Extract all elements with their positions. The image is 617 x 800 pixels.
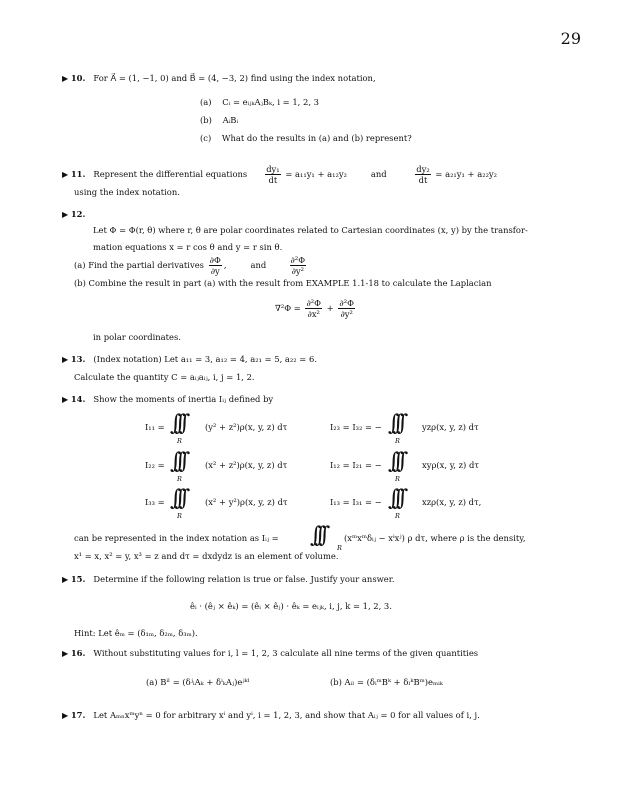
exercise-text: Without substituting values for i, l = 1, 2, 3 calculate all nine terms of the given quantities xyxy=(93,648,479,658)
exercise-12-part-a: (a) Find the partial derivatives $\frac{\partial\Phi}{\partial y}$ , and $\frac{\text{∂²Φ}}{\text{∂y²}}$ xyxy=(74,255,306,276)
exercise-text: Let Aₘₙxᵐyⁿ = 0 for arbitrary xⁱ and yⁱ, i = 1, 2, 3, and show that Aᵢⱼ = 0 for all values of i, j. xyxy=(93,710,480,720)
triple-integral-icon: ∫∫∫ xyxy=(310,523,324,548)
index-notation-line-b: x¹ = x, x² = y, x³ = z and dτ = dxdydz is an element of volume. xyxy=(74,551,339,561)
item-tag: (b) xyxy=(200,115,212,125)
exercise-text: Represent the differential equations xyxy=(93,169,248,179)
exercise-number: 11. xyxy=(70,169,86,179)
exercise-10-item-a xyxy=(200,97,319,108)
equation-rhs: = a₁₁y₁ + a₁₂y₂ xyxy=(285,169,347,179)
region-label: R xyxy=(177,437,182,445)
exercise-number: 16. xyxy=(70,648,86,658)
region-label: R xyxy=(337,544,342,552)
exercise-10-item-c xyxy=(200,133,412,144)
exercise-number: 12. xyxy=(70,209,86,219)
exercise-12-line1: Let Φ = Φ(r, θ) where r, θ are polar coordinates related to Cartesian coordinates (x, y) by the transfor- xyxy=(93,225,528,235)
equation-rhs: = a₂₁y₁ + a₂₂y₂ xyxy=(435,169,498,179)
exercise-number: 14. xyxy=(70,394,86,404)
exercise-15 xyxy=(62,574,394,585)
exercise-15-hint: Hint: Let êₘ = (δ₁ₘ, δ₂ₘ, δ₃ₘ). xyxy=(74,628,198,638)
exercise-13-line2: Calculate the quantity C = aᵢⱼaᵢⱼ, i, j = 1, 2. xyxy=(74,372,255,382)
triangle-bullet-icon: ▶ xyxy=(62,575,69,584)
region-label: R xyxy=(177,512,182,520)
inertia-rhs-12: xyρ(x, y, z) dτ xyxy=(422,460,479,470)
region-label: R xyxy=(177,475,182,483)
inertia-rhs-33: (x² + y²)ρ(x, y, z) dτ xyxy=(205,497,288,507)
inertia-lhs-33: I₃₃ = xyxy=(145,497,165,507)
index-notation-line-a: can be represented in the index notation as Iᵢⱼ = xyxy=(74,533,279,543)
exercise-text: Determine if the following relation is true or false. Justify your answer. xyxy=(93,574,395,584)
conjunction: and xyxy=(370,169,387,179)
fraction-d2phi-dy2: $\frac{\text{∂²Φ}}{\text{∂y²}}$ xyxy=(339,298,354,319)
triple-integral-icon: ∫∫∫ xyxy=(388,486,402,511)
exercise-10 xyxy=(62,73,376,84)
triangle-bullet-icon: ▶ xyxy=(62,210,69,219)
exercise-15-equation: êᵢ · (êⱼ × êₖ) = (êᵢ × êⱼ) · êₖ = eᵢⱼₖ, i, j, k = 1, 2, 3. xyxy=(190,601,392,611)
exercise-12-line2: mation equations x = r cos θ and y = r sin θ. xyxy=(93,242,283,252)
plus-sign: + xyxy=(326,303,334,313)
exercise-12 xyxy=(62,209,85,220)
region-label: R xyxy=(395,512,400,520)
fraction-d2phi-dy2: $\frac{\text{∂²Φ}}{\text{∂y²}}$ xyxy=(290,255,306,276)
item-tag: (c) xyxy=(200,133,212,143)
triple-integral-icon: ∫∫∫ xyxy=(388,449,402,474)
inertia-lhs-11: I₁₁ = xyxy=(145,422,165,432)
item-tag: (a) xyxy=(200,97,212,107)
exercise-11 xyxy=(62,164,497,185)
fraction-dphi-dy: $\frac{\partial\Phi}{\partial y}$ xyxy=(209,255,221,276)
inertia-rhs-23: yzρ(x, y, z) dτ xyxy=(422,422,479,432)
triangle-bullet-icon: ▶ xyxy=(62,649,69,658)
exercise-17 xyxy=(62,710,480,721)
item-text: Cᵢ = eᵢⱼₖAⱼBₖ, i = 1, 2, 3 xyxy=(222,97,319,107)
exercise-14 xyxy=(62,394,273,405)
inertia-rhs-11: (y² + z²)ρ(x, y, z) dτ xyxy=(205,422,288,432)
exercise-number: 13. xyxy=(70,354,86,364)
exercise-number: 10. xyxy=(70,73,86,83)
exercise-text: For A⃗ = (1, −1, 0) and B⃗ = (4, −3, 2) find using the index notation, xyxy=(93,73,376,83)
triangle-bullet-icon: ▶ xyxy=(62,74,69,83)
exercise-16-part-a: (a) Bⁱˡ = (δʲᵢAₖ + δⁱₖAⱼ)eʲᵏˡ xyxy=(146,677,250,687)
triple-integral-icon: ∫∫∫ xyxy=(170,449,184,474)
exercise-number: 17. xyxy=(70,710,86,720)
exercise-10-item-b xyxy=(200,115,238,126)
exercise-text: (Index notation) Let a₁₁ = 3, a₁₂ = 4, a₂₁ = 5, a₂₂ = 6. xyxy=(93,354,317,364)
exercise-11-cont: using the index notation. xyxy=(74,187,180,197)
inertia-rhs-13: xzρ(x, y, z) dτ, xyxy=(422,497,482,507)
inertia-lhs-23: I₂₃ = I₃₂ = − xyxy=(330,422,382,432)
triangle-bullet-icon: ▶ xyxy=(62,395,69,404)
exercise-12-end: in polar coordinates. xyxy=(93,332,181,342)
item-text: AᵢBᵢ xyxy=(222,115,239,125)
part-text: (a) Find the partial derivatives xyxy=(74,260,204,270)
inertia-lhs-13: I₁₃ = I₃₁ = − xyxy=(330,497,382,507)
triangle-bullet-icon: ▶ xyxy=(62,170,69,179)
conjunction: and xyxy=(250,260,267,270)
triple-integral-icon: ∫∫∫ xyxy=(170,486,184,511)
laplacian-equation xyxy=(275,298,357,319)
equation-lhs: ∇²Φ = xyxy=(275,303,301,313)
triangle-bullet-icon: ▶ xyxy=(62,355,69,364)
exercise-13 xyxy=(62,354,317,365)
fraction-d2phi-dx2: $\frac{\text{∂²Φ}}{\text{∂x²}}$ xyxy=(306,298,321,319)
exercise-16 xyxy=(62,648,478,659)
item-text: What do the results in (a) and (b) represent? xyxy=(221,133,412,143)
page-number: 29 xyxy=(560,29,581,48)
triple-integral-icon: ∫∫∫ xyxy=(388,411,402,436)
exercise-12-part-b: (b) Combine the result in part (a) with the result from EXAMPLE 1.1-18 to calculate the Laplacian xyxy=(74,278,492,288)
inertia-rhs-22: (x² + z²)ρ(x, y, z) dτ xyxy=(205,460,288,470)
region-label: R xyxy=(395,475,400,483)
exercise-16-part-b: (b) Aᵢₗ = (δᵢᵐBᵏ + δₗᵏBᵐ)eₘᵢₖ xyxy=(330,677,443,687)
index-notation-line-a-rest: (xᵐxᵐδᵢⱼ − xⁱxʲ) ρ dτ, where ρ is the density, xyxy=(344,533,526,543)
inertia-lhs-22: I₂₂ = xyxy=(145,460,165,470)
region-label: R xyxy=(395,437,400,445)
fraction-dy1-dt: $\frac{\text{dy₁}}{dt}$ xyxy=(266,164,280,185)
fraction-dy2-dt: $\frac{\text{dy₂}}{dt}$ xyxy=(416,164,430,185)
inertia-lhs-12: I₁₂ = I₂₁ = − xyxy=(330,460,382,470)
exercise-text: Show the moments of inertia Iᵢⱼ defined by xyxy=(93,394,274,404)
triangle-bullet-icon: ▶ xyxy=(62,711,69,720)
triple-integral-icon: ∫∫∫ xyxy=(170,411,184,436)
exercise-number: 15. xyxy=(70,574,86,584)
